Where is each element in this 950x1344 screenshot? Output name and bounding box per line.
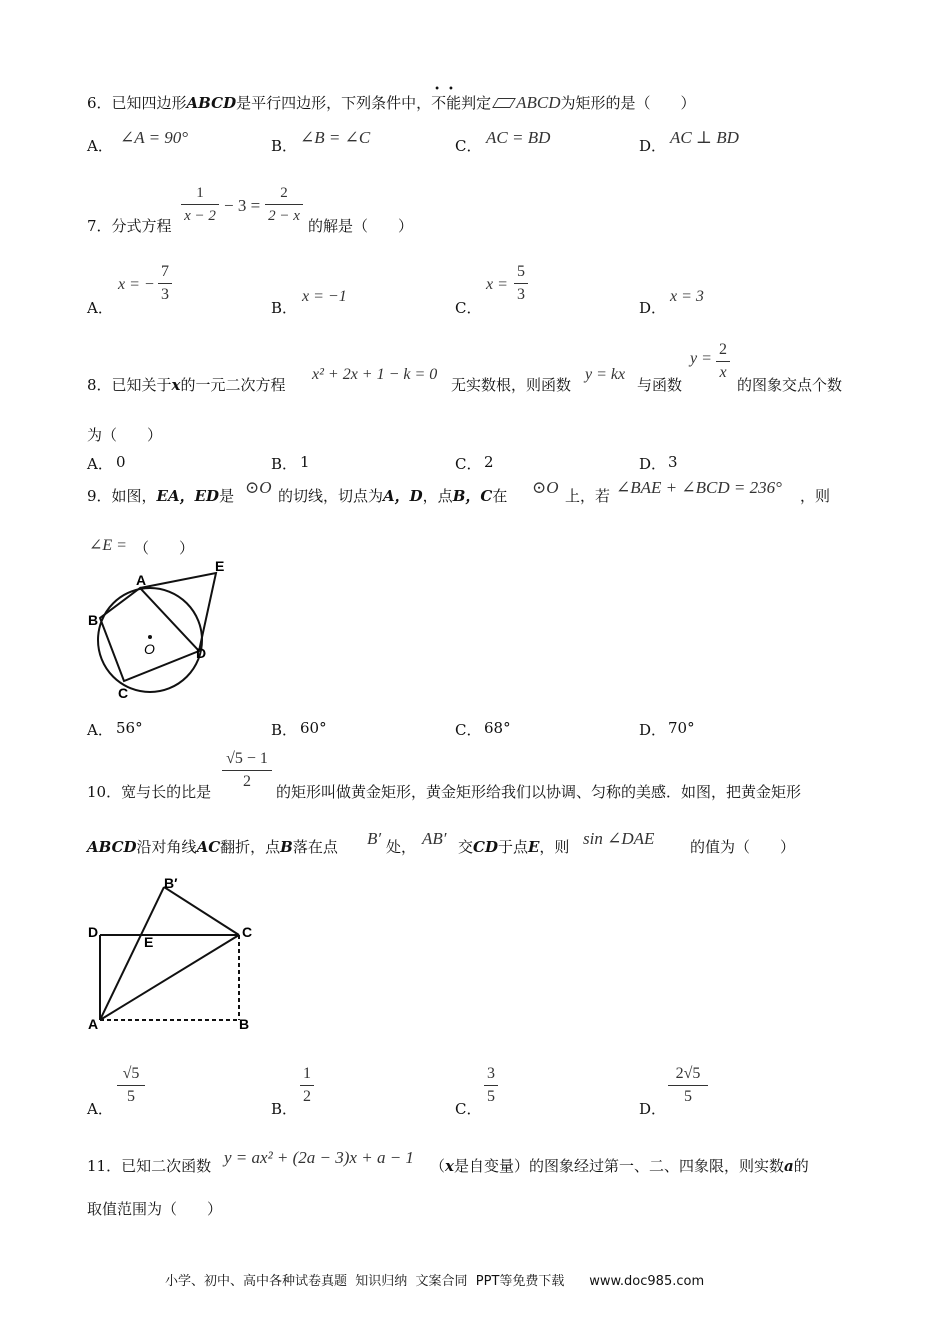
numerator: √5 − 1 xyxy=(226,750,268,767)
option-text: 70° xyxy=(668,719,695,737)
option-text: 1 xyxy=(300,453,310,471)
segment-b-prime-c xyxy=(164,887,239,935)
q8-stem xyxy=(87,374,286,395)
option-letter: B． xyxy=(271,1100,298,1118)
numerator: 5 xyxy=(517,263,525,280)
q9-text: 是 xyxy=(219,487,235,505)
option-text: x = xyxy=(486,276,508,293)
q7-text: 的解是（ ） xyxy=(308,217,414,235)
option-letter: C． xyxy=(455,721,482,739)
option-letter: B． xyxy=(271,299,298,317)
fraction-bar xyxy=(484,1085,498,1086)
q7-text: 7．分式方程 xyxy=(87,217,172,235)
option-text: 68° xyxy=(484,719,511,737)
fraction-bar xyxy=(222,770,272,771)
q9-stem xyxy=(87,485,234,506)
q9-circle: ⊙O xyxy=(245,478,272,497)
numerator: 7 xyxy=(161,263,169,280)
q6-para-text: ABCD xyxy=(516,93,561,112)
q10-text: 沿对角线 xyxy=(136,838,197,856)
circle-o xyxy=(98,588,202,692)
q9-text: 上，若 xyxy=(565,487,611,505)
q10-var: B xyxy=(280,838,293,856)
option-text: 3 xyxy=(668,453,678,471)
numerator: 2 xyxy=(719,341,727,358)
option-letter: C． xyxy=(455,1100,482,1118)
option-letter: A． xyxy=(87,1100,113,1118)
q10-text: 处， xyxy=(386,838,417,856)
q8-func1: y = kx xyxy=(585,366,626,383)
q9-circle-diagram xyxy=(82,555,242,705)
q7-mid: − 3 = xyxy=(224,196,261,215)
q7-fraction-1 xyxy=(181,183,219,226)
q9-text: 9．如图， xyxy=(87,487,157,505)
q6-text: 为矩形的是（ ） xyxy=(560,94,696,112)
q11-function: y = ax² + (2a − 3)x + a − 1 xyxy=(224,1148,414,1167)
q9-angle-e: ∠E = xyxy=(89,537,127,554)
q10-rectangle-diagram xyxy=(84,875,264,1035)
label-b: B xyxy=(239,1016,250,1032)
q6-emph-text: 不能 xyxy=(431,94,462,112)
q8-text: 为（ ） xyxy=(87,426,163,444)
option-letter: A． xyxy=(87,455,113,473)
q10-text: 落在点 xyxy=(292,838,338,856)
option-fraction xyxy=(514,262,528,305)
option-letter: C． xyxy=(455,455,482,473)
option-letter: A． xyxy=(87,299,113,317)
q6-abcd: ABCD xyxy=(186,94,237,112)
label-e: E xyxy=(144,934,154,950)
q11-var: x xyxy=(445,1157,454,1175)
label-c: C xyxy=(242,924,253,940)
option-text: 56° xyxy=(116,719,143,737)
fraction-bar xyxy=(158,283,172,284)
parallelogram-icon xyxy=(492,98,516,108)
q11-stem-2 xyxy=(430,1155,809,1176)
q6-text: 判定 xyxy=(461,94,492,112)
label-d: D xyxy=(88,924,99,940)
option-fraction xyxy=(484,1064,498,1107)
q11-text: 的 xyxy=(793,1157,809,1175)
option-letter: B． xyxy=(271,455,298,473)
denominator: 5 xyxy=(684,1088,692,1105)
option-letter: B． xyxy=(271,721,298,739)
option-text: AC ⊥ BD xyxy=(670,128,739,147)
q10-text: 交 xyxy=(458,838,474,856)
q10-text: 于点 xyxy=(497,838,528,856)
option-text: ∠A = 90° xyxy=(120,128,189,147)
option-fraction xyxy=(300,1064,314,1107)
q11-text: （ xyxy=(430,1157,446,1175)
option-letter: D． xyxy=(639,721,667,739)
numerator: 1 xyxy=(303,1065,311,1082)
fraction-bar xyxy=(181,204,219,205)
q10-text: ，则 xyxy=(539,838,570,856)
numerator: 2 xyxy=(280,185,288,201)
label-d: D xyxy=(196,645,207,661)
option-text: x = − xyxy=(118,276,155,293)
q10-var: ABCD xyxy=(87,838,137,856)
label-a: A xyxy=(136,572,147,588)
q9-text: ，则 xyxy=(800,487,831,505)
fraction-bar xyxy=(514,283,528,284)
option-text: 60° xyxy=(300,719,327,737)
center-point xyxy=(148,635,152,639)
q8-var: x xyxy=(171,376,181,394)
numerator: 3 xyxy=(487,1065,495,1082)
fraction-bar xyxy=(300,1085,314,1086)
option-text: ∠B = ∠C xyxy=(300,128,371,147)
denominator: 2 xyxy=(303,1088,311,1105)
q10-var: E xyxy=(527,838,540,856)
q10-line2b xyxy=(458,836,569,857)
q8-text: 无实数根，则函数 xyxy=(451,376,572,394)
denominator: x xyxy=(719,364,727,381)
q11-text: 11．已知二次函数 xyxy=(87,1157,212,1175)
numerator: √5 xyxy=(122,1065,140,1082)
q6-para xyxy=(491,93,561,112)
option-text: 2 xyxy=(484,453,494,471)
denominator: 5 xyxy=(127,1088,135,1105)
fraction-bar xyxy=(716,361,730,362)
fraction-bar xyxy=(265,204,303,205)
q11-text: 是自变量）的图象经过第一、二、四象限，则实数 xyxy=(453,1157,784,1175)
option-letter: B． xyxy=(271,137,298,155)
q9-lines: EA，ED xyxy=(156,487,220,505)
q10-abprime: AB′ xyxy=(422,829,447,848)
q7-fraction-2 xyxy=(265,183,303,226)
denominator: 3 xyxy=(517,286,525,303)
q9-text: ，点 xyxy=(422,487,453,505)
option-text: x = 3 xyxy=(670,288,704,305)
option-fraction xyxy=(117,1064,145,1107)
q8-text: 8．已知关于 xyxy=(87,376,172,394)
q11-var: a xyxy=(783,1157,794,1175)
q6-emphasis xyxy=(431,84,462,112)
label-c: C xyxy=(118,685,129,701)
label-b: B xyxy=(88,612,99,628)
option-letter: D． xyxy=(639,455,667,473)
q6-stem xyxy=(87,84,696,113)
q10-sin: sin ∠DAE xyxy=(583,829,655,848)
q8-text: 的一元二次方程 xyxy=(180,376,286,394)
q8-func2-fraction xyxy=(716,340,730,383)
option-text: 0 xyxy=(116,453,126,471)
q10-text: 的矩形叫做黄金矩形，黄金矩形给我们以协调、匀称的美感．如图，把黄金矩形 xyxy=(276,783,802,801)
q8-equation: x² + 2x + 1 − k = 0 xyxy=(312,366,438,383)
label-b-prime: B′ xyxy=(164,875,178,891)
option-letter: D． xyxy=(639,1100,667,1118)
q9-text: 的切线，切点为 xyxy=(278,487,384,505)
q10-text: 10．宽与长的比是 xyxy=(87,783,212,801)
denominator: x − 2 xyxy=(184,208,216,224)
label-o: O xyxy=(144,641,155,657)
option-letter: A． xyxy=(87,721,113,739)
q6-text: 6．已知四边形 xyxy=(87,94,187,112)
q9-stem-2 xyxy=(278,485,507,506)
denominator: 2 − x xyxy=(268,208,300,224)
q9-condition: ∠BAE + ∠BCD = 236° xyxy=(616,478,782,497)
option-letter: C． xyxy=(455,299,482,317)
q6-text: 是平行四边形，下列条件中， xyxy=(236,94,432,112)
q11-text: 取值范围为（ ） xyxy=(87,1200,223,1218)
option-letter: A． xyxy=(87,137,113,155)
q8-text: 的图象交点个数 xyxy=(737,376,843,394)
option-text: x = −1 xyxy=(302,288,347,305)
label-a: A xyxy=(88,1016,99,1032)
option-letter: C． xyxy=(455,137,482,155)
q10-ratio xyxy=(222,749,272,792)
denominator: 3 xyxy=(161,286,169,303)
q9-points: A，D xyxy=(383,487,423,505)
fraction-bar xyxy=(668,1085,708,1086)
q8-func2-pre: y = xyxy=(690,350,712,367)
option-fraction xyxy=(158,262,172,305)
label-e: E xyxy=(215,558,225,574)
option-letter: D． xyxy=(639,137,667,155)
fraction-bar xyxy=(117,1085,145,1086)
q8-text: 与函数 xyxy=(637,376,683,394)
q10-text: 的值为（ ） xyxy=(690,838,796,856)
q9-text: （ ） xyxy=(134,539,195,557)
emphasis-dots-icon: •• xyxy=(434,84,462,95)
denominator: 2 xyxy=(243,773,251,790)
q10-bprime: B′ xyxy=(367,829,382,848)
numerator: 1 xyxy=(196,185,204,201)
option-fraction xyxy=(668,1064,708,1107)
tangent-lines xyxy=(140,573,216,651)
option-letter: D． xyxy=(639,299,667,317)
q10-text: 翻折，点 xyxy=(220,838,281,856)
option-text: AC = BD xyxy=(486,128,551,147)
q10-line2 xyxy=(87,836,338,857)
q9-circle: ⊙O xyxy=(532,478,559,497)
q10-var: AC xyxy=(196,838,221,856)
page-footer: 小学、初中、高中各种试卷真题 知识归纳 文案合同 PPT等免费下载 www.doc985.com xyxy=(165,1274,705,1289)
numerator: 2√5 xyxy=(675,1065,701,1082)
q10-var: CD xyxy=(473,838,498,856)
q9-text: 在 xyxy=(492,487,508,505)
q9-points: B，C xyxy=(452,487,493,505)
denominator: 5 xyxy=(487,1088,495,1105)
